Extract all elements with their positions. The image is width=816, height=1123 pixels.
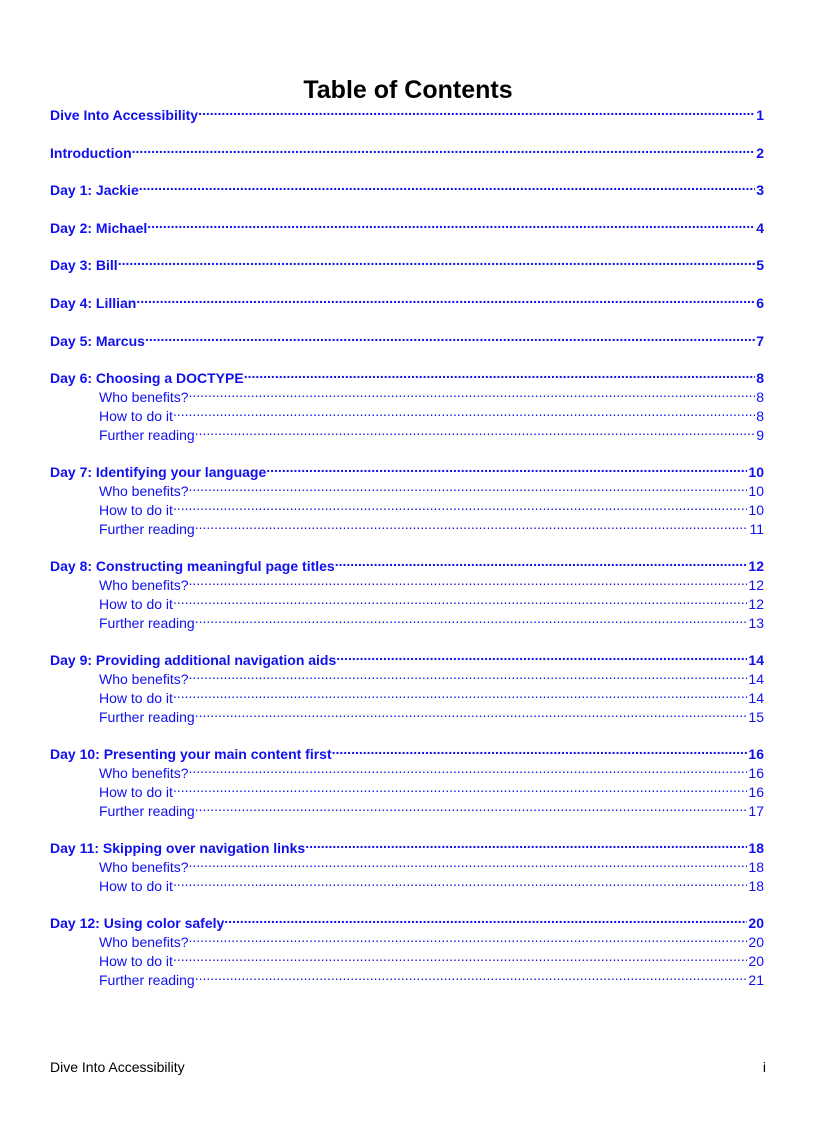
toc-entry[interactable] xyxy=(50,364,764,387)
toc-subentry[interactable] xyxy=(99,590,764,612)
dot-leader xyxy=(195,703,748,722)
toc-subentry-label: Further reading xyxy=(99,802,195,819)
dot-leader xyxy=(244,364,756,383)
toc-subentry[interactable] xyxy=(99,402,764,424)
toc-subentry-page-number: 10 xyxy=(748,483,764,499)
dot-leader xyxy=(139,176,755,195)
toc-entry-label: Day 1: Jackie xyxy=(50,182,139,199)
toc-entry-page-number: 12 xyxy=(748,558,764,575)
toc-subentry-label: Who benefits? xyxy=(99,671,189,687)
toc-entry-label: Day 2: Michael xyxy=(50,219,148,236)
dot-leader xyxy=(266,458,747,477)
toc-subentry-label: How to do it xyxy=(99,407,173,424)
toc-subentry[interactable] xyxy=(99,515,764,537)
dot-leader xyxy=(336,646,747,665)
dot-leader xyxy=(118,251,756,270)
dot-leader xyxy=(173,872,747,891)
toc-subentry[interactable] xyxy=(99,684,764,706)
toc-entry-page-number: 7 xyxy=(756,332,764,349)
toc-entry-page-number: 5 xyxy=(756,257,764,274)
toc-subentry[interactable] xyxy=(99,703,764,725)
toc-subentry-label: Who benefits? xyxy=(99,389,189,405)
dot-leader xyxy=(145,327,755,346)
toc-entry-label: Day 5: Marcus xyxy=(50,332,145,349)
toc-subentry-page-number: 8 xyxy=(756,389,764,405)
footer-document-title: Dive Into Accessibility xyxy=(50,1059,185,1075)
dot-leader xyxy=(173,947,747,966)
toc-subentry[interactable] xyxy=(99,778,764,800)
dot-leader xyxy=(195,966,748,985)
toc-entry-label: Day 4: Lillian xyxy=(50,295,137,311)
toc-subentry-page-number: 16 xyxy=(748,765,764,781)
toc-subentry-page-number: 9 xyxy=(756,426,764,443)
toc-subentry[interactable] xyxy=(99,665,764,687)
toc-subentry-label: How to do it xyxy=(99,783,173,800)
dot-leader xyxy=(189,571,748,590)
toc-subentry-label: Further reading xyxy=(99,426,195,443)
toc-subentry[interactable] xyxy=(99,421,764,443)
dot-leader xyxy=(195,421,755,440)
dot-leader xyxy=(195,797,748,816)
toc-subentry-page-number: 11 xyxy=(749,520,764,537)
toc-subentry-page-number: 20 xyxy=(748,934,764,951)
dot-leader xyxy=(335,552,748,571)
toc-subentry-page-number: 16 xyxy=(748,783,764,800)
toc-entry[interactable] xyxy=(50,214,764,236)
toc-entry-label: Day 9: Providing additional navigation aids xyxy=(50,652,337,669)
toc-subentry-page-number: 12 xyxy=(748,577,764,593)
toc-entry-page-number: 1 xyxy=(756,107,764,123)
toc-entry-page-number: 16 xyxy=(748,746,764,763)
toc-subentry-label: Who benefits? xyxy=(99,765,189,781)
toc-entry-page-number: 20 xyxy=(748,915,764,932)
toc-subentry-page-number: 21 xyxy=(748,971,764,988)
toc-subentry[interactable] xyxy=(99,496,764,518)
toc-subentry-label: Who benefits? xyxy=(99,483,189,499)
toc-entry-label: Day 8: Constructing meaningful page titles xyxy=(50,558,335,575)
toc-subentry[interactable] xyxy=(99,928,764,951)
toc-subentry[interactable] xyxy=(99,872,764,894)
toc-subentry[interactable] xyxy=(99,477,764,499)
toc-entry[interactable] xyxy=(50,458,764,481)
dot-leader xyxy=(189,383,756,402)
dot-leader xyxy=(132,139,756,158)
toc-entry-page-number: 6 xyxy=(756,295,764,311)
toc-subentry-page-number: 15 xyxy=(748,708,764,725)
dot-leader xyxy=(189,928,748,947)
toc-subentry-label: How to do it xyxy=(99,595,173,612)
dot-leader xyxy=(195,515,749,534)
dot-leader xyxy=(147,214,755,233)
dot-leader xyxy=(136,289,755,308)
toc-subentry[interactable] xyxy=(99,797,764,819)
toc-entry-label: Day 10: Presenting your main content first xyxy=(50,746,332,763)
toc-subentry[interactable] xyxy=(99,759,764,781)
toc-entry[interactable] xyxy=(50,834,764,857)
dot-leader xyxy=(305,834,747,853)
toc-entry-page-number: 18 xyxy=(748,840,764,857)
toc-subentry-page-number: 8 xyxy=(756,407,764,424)
dot-leader xyxy=(173,402,755,421)
dot-leader xyxy=(224,909,747,928)
page-title: Table of Contents xyxy=(303,75,513,104)
toc-subentry-label: Further reading xyxy=(99,614,195,631)
toc-entry-page-number: 14 xyxy=(748,652,764,669)
dot-leader xyxy=(173,590,747,609)
toc-entry-label: Day 3: Bill xyxy=(50,257,118,274)
toc-entry-page-number: 3 xyxy=(756,182,764,199)
toc-subentry-label: Further reading xyxy=(99,520,195,537)
toc-entry-page-number: 2 xyxy=(756,144,764,161)
toc-subentry-label: How to do it xyxy=(99,877,173,894)
footer-page-number: i xyxy=(762,1059,766,1075)
toc-entry-page-number: 8 xyxy=(756,370,764,387)
dot-leader xyxy=(173,684,747,703)
toc-entry-label: Dive Into Accessibility xyxy=(50,107,199,123)
toc-subentry[interactable] xyxy=(99,571,764,593)
toc-entry[interactable] xyxy=(50,176,764,199)
toc-entry-page-number: 10 xyxy=(748,464,764,481)
toc-entry[interactable] xyxy=(50,909,764,932)
toc-subentry[interactable] xyxy=(99,947,764,969)
toc-entry[interactable] xyxy=(50,289,764,311)
toc-subentry-label: Further reading xyxy=(99,971,195,988)
toc-subentry-page-number: 18 xyxy=(748,877,764,894)
toc-subentry-label: How to do it xyxy=(99,953,173,969)
toc-subentry-label: Who benefits? xyxy=(99,577,189,593)
toc-subentry-page-number: 17 xyxy=(748,802,764,819)
dot-leader xyxy=(189,665,748,684)
toc-subentry[interactable] xyxy=(99,853,764,875)
toc-subentry[interactable] xyxy=(99,609,764,631)
toc-entry[interactable] xyxy=(50,646,764,669)
toc-entry-label: Day 7: Identifying your language xyxy=(50,464,267,481)
toc-entry-page-number: 4 xyxy=(756,219,764,236)
toc-entry-label: Day 6: Choosing a DOCTYPE xyxy=(50,370,244,387)
toc-subentry-label: Further reading xyxy=(99,708,195,725)
dot-leader xyxy=(189,477,748,496)
toc-entry[interactable] xyxy=(50,101,764,123)
toc-subentry-label: Who benefits? xyxy=(99,859,189,875)
toc-entry-label: Day 12: Using color safely xyxy=(50,915,225,932)
toc-subentry-page-number: 18 xyxy=(748,859,764,875)
dot-leader xyxy=(189,759,748,778)
dot-leader xyxy=(198,101,755,120)
toc-entry[interactable] xyxy=(50,552,764,575)
toc-entry-label: Introduction xyxy=(50,144,132,161)
toc-subentry-page-number: 13 xyxy=(748,614,764,631)
toc-subentry-page-number: 20 xyxy=(748,953,764,969)
toc-subentry-page-number: 10 xyxy=(748,501,764,518)
toc-entry-label: Day 11: Skipping over navigation links xyxy=(50,840,306,857)
toc-subentry-page-number: 14 xyxy=(748,689,764,706)
dot-leader xyxy=(195,609,748,628)
toc-subentry[interactable] xyxy=(99,383,764,405)
dot-leader xyxy=(173,778,747,797)
dot-leader xyxy=(189,853,748,872)
toc-subentry-label: How to do it xyxy=(99,501,173,518)
toc-subentry-page-number: 12 xyxy=(748,595,764,612)
dot-leader xyxy=(332,740,748,759)
toc-subentry-label: Who benefits? xyxy=(99,934,189,951)
toc-subentry-label: How to do it xyxy=(99,689,173,706)
toc-subentry[interactable] xyxy=(99,966,764,988)
toc-subentry-page-number: 14 xyxy=(748,671,764,687)
toc-entry[interactable] xyxy=(50,251,764,274)
toc-entry[interactable] xyxy=(50,139,764,161)
toc-entry[interactable] xyxy=(50,740,764,763)
dot-leader xyxy=(173,496,747,515)
toc-entry[interactable] xyxy=(50,327,764,349)
